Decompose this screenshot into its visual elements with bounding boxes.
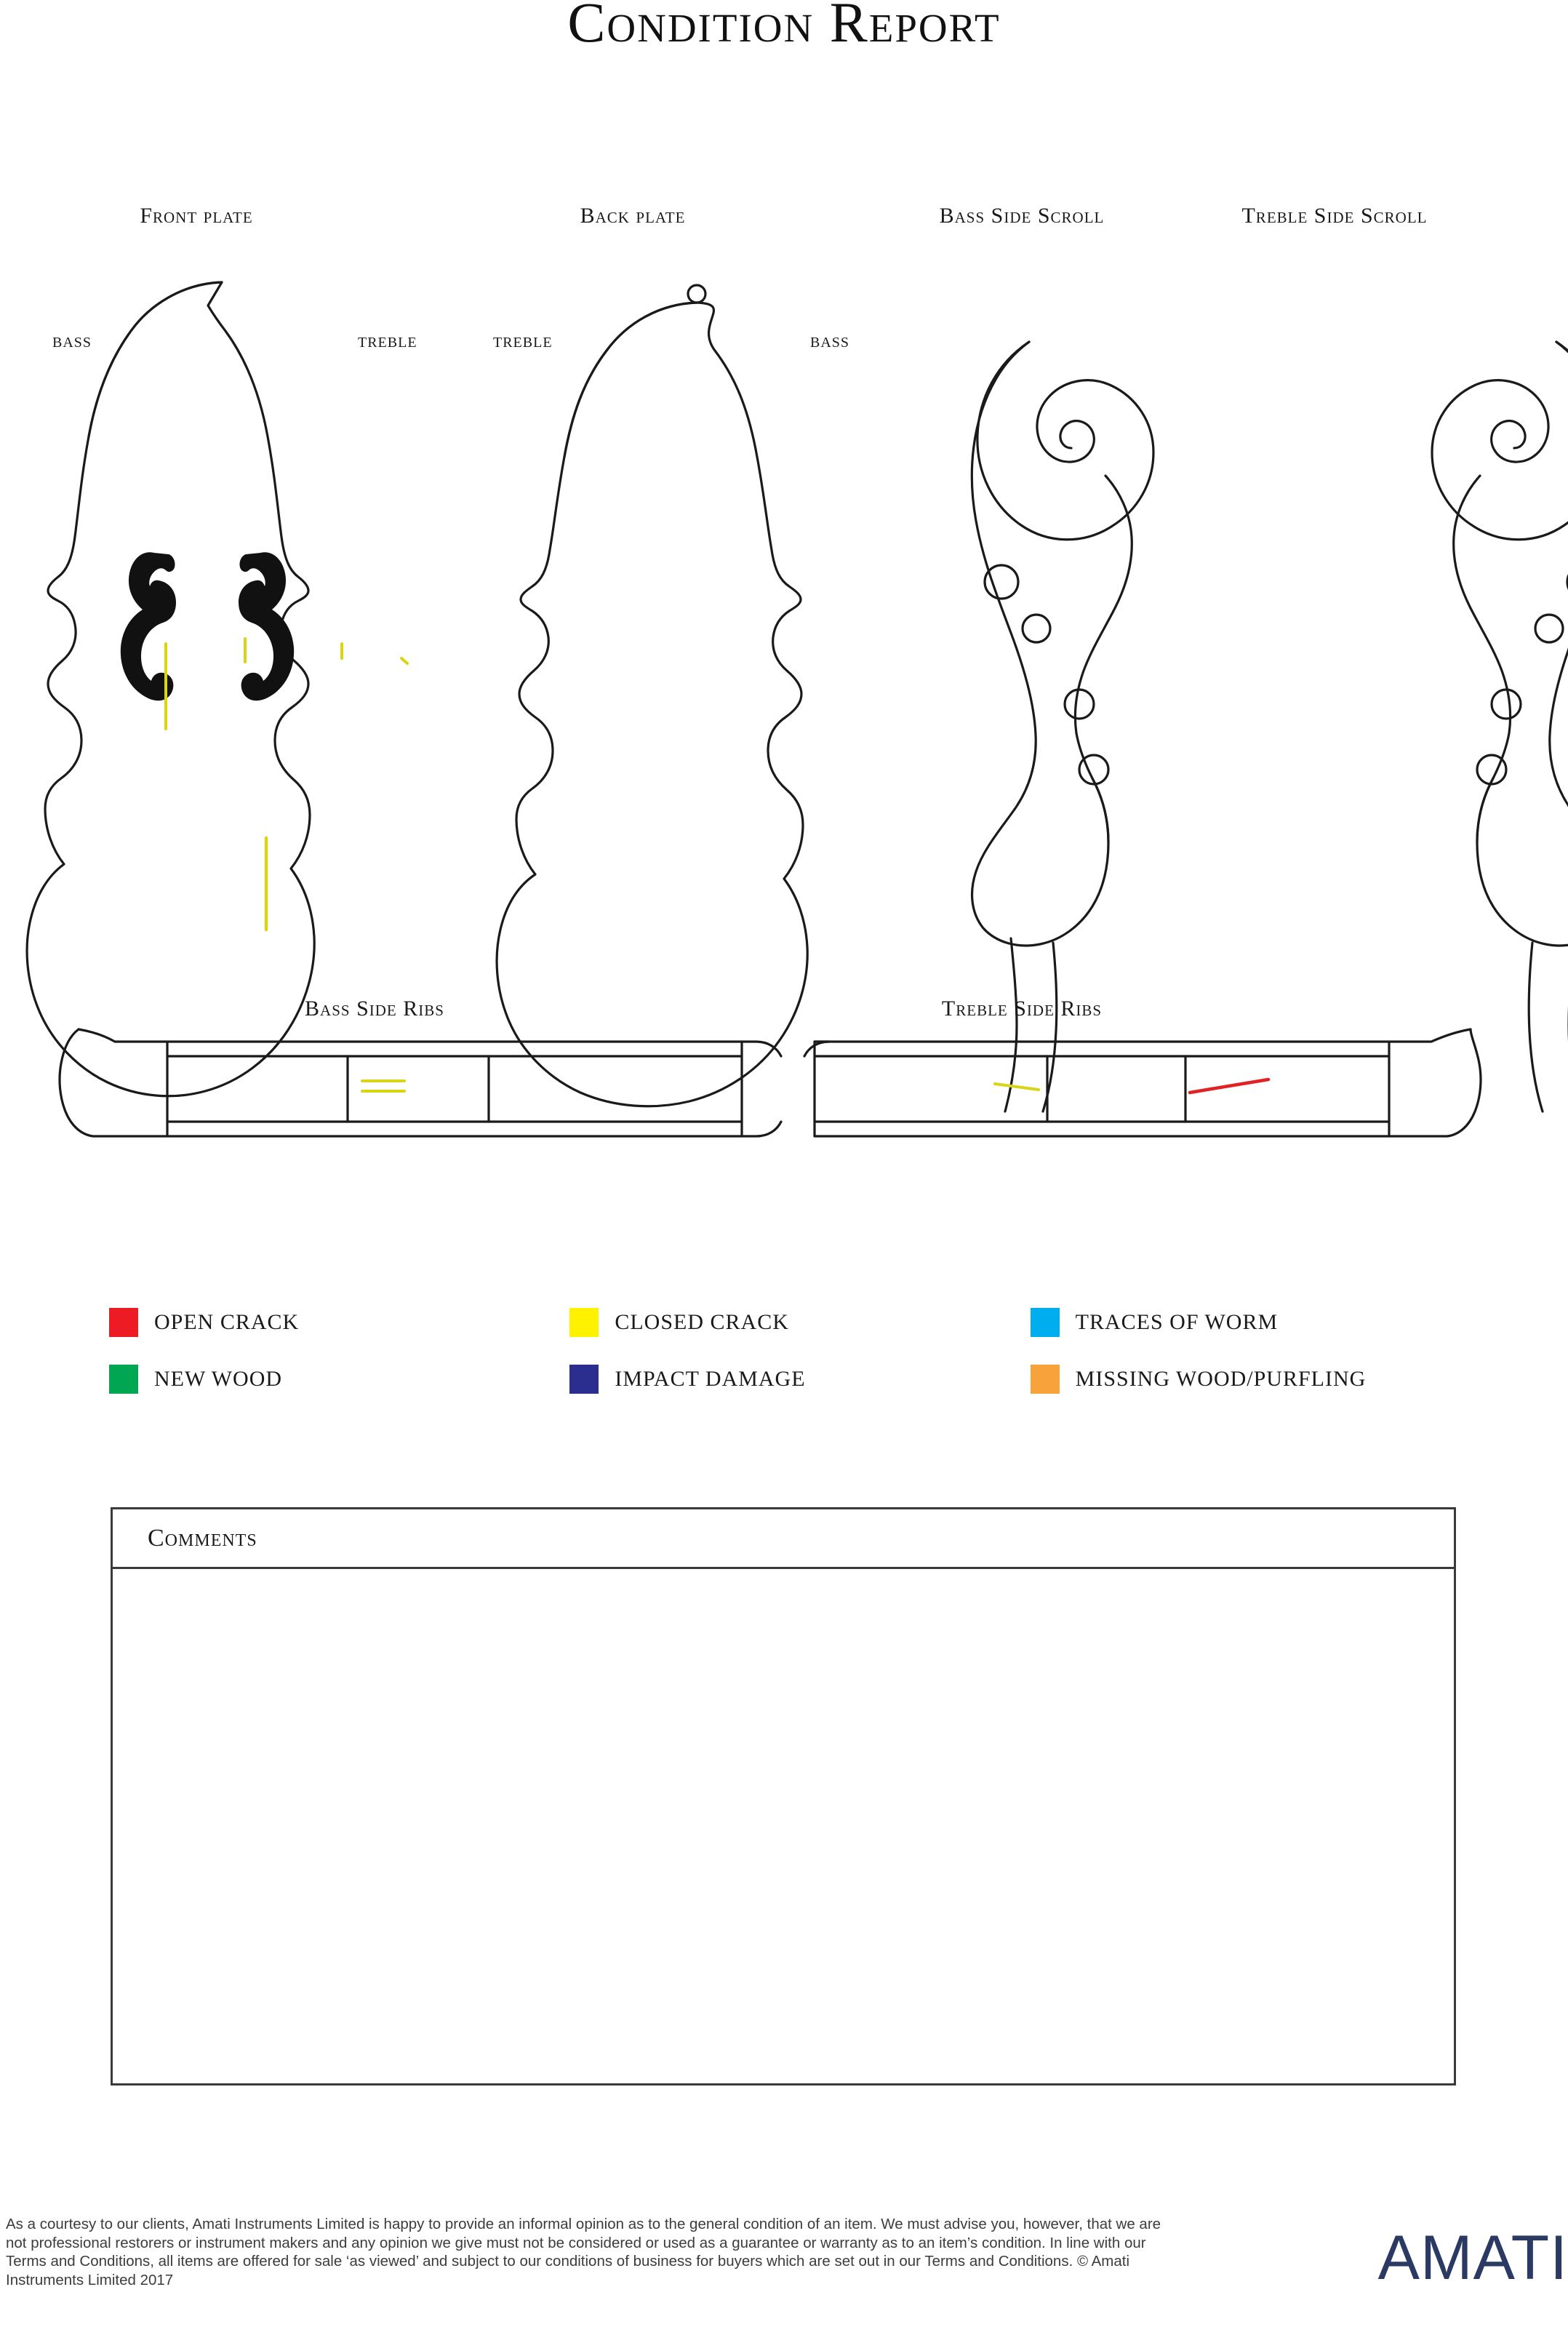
swatch-open-crack <box>109 1308 138 1337</box>
legend-item-new-wood <box>109 1365 569 1394</box>
caption-front-plate: Front plate <box>140 204 253 228</box>
amati-logo: AMATI <box>1377 2223 1568 2293</box>
caption-back-plate: Back plate <box>580 204 686 228</box>
label-front-treble: TREBLE <box>358 335 417 351</box>
legend-label-open-crack: OPEN CRACK <box>154 1310 300 1334</box>
legend-row <box>109 1308 1491 1337</box>
legend-row <box>109 1365 1491 1394</box>
treble-side-scroll-outline <box>1432 342 1568 1111</box>
legend-label-missing-wood: MISSING WOOD/PURFLING <box>1075 1367 1367 1391</box>
treble-side-ribs-outline <box>804 1029 1481 1136</box>
caption-bass-side-scroll: Bass Side Scroll <box>939 204 1105 228</box>
swatch-impact-damage <box>569 1365 599 1394</box>
swatch-missing-wood <box>1031 1365 1060 1394</box>
bass-side-ribs-outline <box>60 1029 781 1136</box>
caption-treble-side-ribs: Treble Side Ribs <box>941 997 1103 1021</box>
legend-label-closed-crack: CLOSED CRACK <box>615 1310 789 1334</box>
legend-item-missing-wood <box>1031 1365 1491 1394</box>
label-back-treble: TREBLE <box>493 335 553 351</box>
damage-legend <box>109 1308 1491 1421</box>
back-plate-outline <box>497 285 807 1106</box>
comments-title: Comments <box>148 1524 257 1552</box>
legend-item-impact-damage <box>569 1365 1030 1394</box>
swatch-traces-of-worm <box>1031 1308 1060 1337</box>
comments-box <box>111 1507 1456 2085</box>
treble-rib-markings <box>995 1079 1268 1093</box>
legend-label-traces-of-worm: TRACES OF WORM <box>1075 1310 1279 1334</box>
caption-bass-side-ribs: Bass Side Ribs <box>305 997 444 1021</box>
page-title: Condition Report <box>567 0 1001 54</box>
bass-rib-markings <box>362 1081 404 1091</box>
legend-item-open-crack <box>109 1308 569 1337</box>
front-plate-outline <box>27 282 314 1096</box>
caption-treble-side-scroll: Treble Side Scroll <box>1241 204 1428 228</box>
label-front-bass: BASS <box>52 335 92 351</box>
footer-disclaimer: As a courtesy to our clients, Amati Instruments Limited is happy to provide an informal opinion as to the general condition of an item. We must advise you, however, that we are not professional restorers or instrument makers and any opinion we give must not be considered or used as a guarantee or warranty as to an item’s condition. In line with our Terms and Conditions, all items are offered for sale ‘as viewed’ and subject to our conditions of business for buyers which are set out in our Terms and Conditions. © Amati Instruments Limited 2017 <box>6 2216 1161 2288</box>
swatch-closed-crack <box>569 1308 599 1337</box>
legend-label-impact-damage: IMPACT DAMAGE <box>615 1367 806 1391</box>
swatch-new-wood <box>109 1365 138 1394</box>
legend-item-closed-crack <box>569 1308 1030 1337</box>
comments-header <box>113 1509 1454 1569</box>
legend-item-traces-of-worm <box>1031 1308 1491 1337</box>
legend-label-new-wood: NEW WOOD <box>154 1367 283 1391</box>
comments-input[interactable] <box>113 1569 1454 2085</box>
label-back-bass: BASS <box>810 335 850 351</box>
f-holes <box>121 552 294 701</box>
front-plate-markings <box>166 639 407 930</box>
